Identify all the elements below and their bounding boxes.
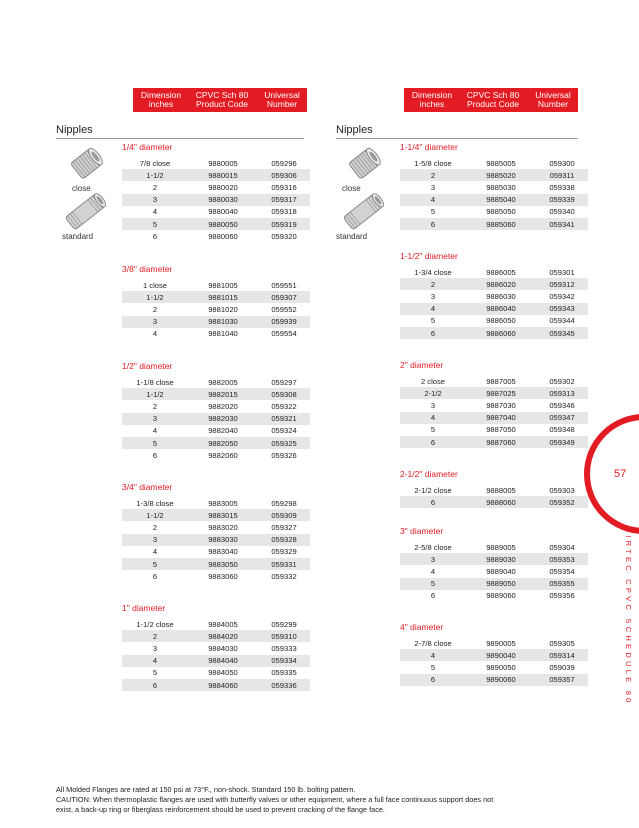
universal-number-cell: 059348 [549, 425, 575, 435]
product-code-cell: 9889060 [486, 591, 516, 601]
universal-number-cell: 059298 [271, 498, 297, 508]
product-code-cell: 9885050 [486, 207, 516, 217]
product-code-cell: 9886020 [486, 279, 516, 289]
table-row [400, 278, 588, 290]
product-code-cell: 9885005 [486, 158, 516, 168]
dimension-cell: 6 [430, 437, 436, 447]
right-column-header [404, 88, 578, 112]
dimension-cell: 3 [152, 643, 158, 653]
table-row [400, 218, 588, 230]
table-row [122, 679, 310, 691]
product-code-cell: 9890060 [486, 675, 516, 685]
product-table [400, 157, 588, 230]
table-row [400, 315, 588, 327]
dimension-cell: 5 [152, 559, 158, 569]
footer-line-2: CAUTION: When thermoplastic flanges are used with butterfly valves or other equipment, where a full face continuous support does not [56, 795, 494, 804]
standard-nipple-image [340, 192, 386, 232]
product-code-cell: 9882030 [208, 414, 238, 424]
dimension-cell: 6 [430, 328, 436, 338]
universal-number-cell: 059313 [549, 388, 575, 398]
table-row [400, 157, 588, 169]
dimension-cell: 6 [430, 497, 436, 507]
universal-number-cell: 059310 [271, 631, 297, 641]
section-rule-left [56, 138, 304, 139]
table-row [122, 413, 310, 425]
universal-number-cell: 059296 [271, 158, 297, 168]
universal-number-cell: 059327 [271, 522, 297, 532]
universal-number-cell: 059320 [271, 231, 297, 241]
dimension-cell: 3 [152, 535, 158, 545]
dimension-cell: 2 close [420, 376, 446, 386]
universal-number-header: Universal Number [535, 89, 571, 109]
product-code-cell: 9889040 [486, 566, 516, 576]
product-code-cell: 9881020 [208, 304, 238, 314]
universal-number-cell: 059342 [549, 291, 575, 301]
table-row [122, 328, 310, 340]
table-row [122, 449, 310, 461]
table-row [122, 521, 310, 533]
table-row [122, 425, 310, 437]
section-title-right: Nipples [336, 124, 373, 136]
product-code-cell: 9883020 [208, 522, 238, 532]
dimension-cell: 5 [430, 207, 436, 217]
universal-number-cell: 059316 [271, 182, 297, 192]
table-row [122, 630, 310, 642]
left-column-header [133, 88, 307, 112]
product-code-cell: 9882020 [208, 401, 238, 411]
product-code-cell: 9888005 [486, 485, 516, 495]
table-row [122, 316, 310, 328]
dimension-cell: 4 [430, 566, 436, 576]
dimension-cell: 2-7/8 close [414, 638, 452, 648]
standard-label: standard [336, 232, 368, 241]
product-table [400, 375, 588, 448]
page-tab-ring [584, 414, 639, 534]
universal-number-cell: 059317 [271, 195, 297, 205]
product-code-header: CPVC Sch 80 Product Code [195, 89, 249, 109]
table-row [400, 674, 588, 686]
dimension-cell: 6 [152, 571, 158, 581]
table-row [122, 218, 310, 230]
universal-number-cell: 059333 [271, 643, 297, 653]
dimension-cell: 5 [430, 425, 436, 435]
product-table [400, 266, 588, 339]
universal-number-cell: 059357 [549, 675, 575, 685]
dimension-cell: 2 [152, 304, 158, 314]
product-code-cell: 9883040 [208, 547, 238, 557]
product-code-cell: 9884020 [208, 631, 238, 641]
universal-number-cell: 059326 [271, 450, 297, 460]
product-code-cell: 9881030 [208, 317, 238, 327]
dimension-cell: 5 [152, 219, 158, 229]
product-table [122, 279, 310, 340]
table-row [122, 509, 310, 521]
dimension-cell: 2-5/8 close [414, 542, 452, 552]
dimension-cell: 1-1/2 [146, 292, 164, 302]
page-number: 57 [614, 468, 627, 480]
table-row [122, 230, 310, 242]
product-code-cell: 9882050 [208, 438, 238, 448]
dimension-cell: 3 [430, 554, 436, 564]
table-row [400, 169, 588, 181]
close-label: close [72, 184, 91, 193]
table-row [400, 496, 588, 508]
table-row [122, 181, 310, 193]
product-code-cell: 9889050 [486, 579, 516, 589]
dimension-cell: 4 [152, 207, 158, 217]
dimension-cell: 5 [430, 579, 436, 589]
diameter-heading: 3" diameter [400, 526, 444, 536]
product-code-cell: 9886030 [486, 291, 516, 301]
product-code-cell: 9880060 [208, 231, 238, 241]
dimension-cell: 2 [152, 631, 158, 641]
product-code-cell: 9886040 [486, 304, 516, 314]
dimension-cell: 1-1/2 [146, 389, 164, 399]
product-code-cell: 9883050 [208, 559, 238, 569]
table-row [400, 578, 588, 590]
table-row [400, 206, 588, 218]
table-row [400, 194, 588, 206]
product-code-cell: 9885040 [486, 195, 516, 205]
diameter-heading: 1/2" diameter [122, 361, 173, 371]
table-row [400, 290, 588, 302]
dimension-header: Dimension inches [140, 89, 182, 109]
universal-number-cell: 059297 [271, 377, 297, 387]
universal-number-cell: 059306 [271, 170, 297, 180]
universal-number-cell: 059332 [271, 571, 297, 581]
table-row [400, 327, 588, 339]
table-row [400, 375, 588, 387]
product-code-cell: 9880050 [208, 219, 238, 229]
table-row [122, 194, 310, 206]
universal-number-cell: 059939 [271, 317, 297, 327]
diameter-heading: 3/4" diameter [122, 482, 173, 492]
table-row [122, 437, 310, 449]
dimension-cell: 1-5/8 close [414, 158, 452, 168]
dimension-cell: 2-1/2 [424, 388, 442, 398]
table-row [122, 303, 310, 315]
table-row [400, 553, 588, 565]
product-code-cell: 9886050 [486, 316, 516, 326]
table-row [122, 400, 310, 412]
product-table [400, 541, 588, 602]
product-code-cell: 9881040 [208, 329, 238, 339]
table-row [122, 157, 310, 169]
product-code-cell: 9887030 [486, 400, 516, 410]
table-row [400, 590, 588, 602]
table-row [400, 424, 588, 436]
universal-number-cell: 059314 [549, 650, 575, 660]
universal-number-cell: 059309 [271, 510, 297, 520]
dimension-cell: 4 [152, 426, 158, 436]
dimension-cell: 4 [152, 329, 158, 339]
product-code-cell: 9890050 [486, 662, 516, 672]
dimension-cell: 3 [430, 182, 436, 192]
table-row [122, 279, 310, 291]
table-row [122, 169, 310, 181]
universal-number-cell: 059311 [549, 170, 575, 180]
dimension-cell: 6 [430, 675, 436, 685]
dimension-cell: 1 close [142, 280, 168, 290]
diameter-heading: 1-1/2" diameter [400, 251, 458, 261]
product-code-cell: 9887060 [486, 437, 516, 447]
product-code-cell: 9889030 [486, 554, 516, 564]
standard-label: standard [62, 232, 94, 241]
universal-number-cell: 059303 [549, 485, 575, 495]
table-row [400, 565, 588, 577]
universal-number-cell: 059325 [271, 438, 297, 448]
dimension-cell: 6 [430, 219, 436, 229]
dimension-cell: 4 [430, 650, 436, 660]
dimension-cell: 2-1/2 close [414, 485, 452, 495]
table-row [122, 546, 310, 558]
table-row [400, 399, 588, 411]
universal-number-cell: 059305 [549, 638, 575, 648]
product-code-cell: 9882015 [208, 389, 238, 399]
dimension-cell: 4 [430, 195, 436, 205]
dimension-cell: 3 [430, 400, 436, 410]
product-code-cell: 9884005 [208, 619, 238, 629]
universal-number-cell: 059308 [271, 389, 297, 399]
universal-number-cell: 059301 [549, 267, 575, 277]
universal-number-cell: 059329 [271, 547, 297, 557]
product-code-cell: 9880040 [208, 207, 238, 217]
dimension-cell: 2 [152, 182, 158, 192]
product-code-cell: 9884040 [208, 656, 238, 666]
table-row [400, 387, 588, 399]
universal-number-cell: 059324 [271, 426, 297, 436]
standard-nipple-image [62, 192, 108, 232]
table-row [400, 637, 588, 649]
table-row [122, 558, 310, 570]
dimension-cell: 6 [430, 591, 436, 601]
product-code-cell: 9880005 [208, 158, 238, 168]
universal-number-cell: 059039 [549, 662, 575, 672]
diameter-heading: 3/8" diameter [122, 264, 173, 274]
universal-number-cell: 059321 [271, 414, 297, 424]
universal-number-cell: 059356 [549, 591, 575, 601]
universal-number-cell: 059347 [549, 413, 575, 423]
product-code-cell: 9887025 [486, 388, 516, 398]
universal-number-cell: 059345 [549, 328, 575, 338]
dimension-cell: 5 [152, 668, 158, 678]
diameter-heading: 4" diameter [400, 622, 444, 632]
product-code-cell: 9887050 [486, 425, 516, 435]
universal-number-cell: 059340 [549, 207, 575, 217]
product-code-cell: 9882060 [208, 450, 238, 460]
dimension-cell: 6 [152, 231, 158, 241]
universal-number-cell: 059307 [271, 292, 297, 302]
universal-number-cell: 059318 [271, 207, 297, 217]
universal-number-cell: 059328 [271, 535, 297, 545]
product-code-cell: 9883030 [208, 535, 238, 545]
table-row [400, 541, 588, 553]
product-code-cell: 9889005 [486, 542, 516, 552]
table-row [400, 412, 588, 424]
product-code-cell: 9887040 [486, 413, 516, 423]
universal-number-cell: 059355 [549, 579, 575, 589]
product-code-cell: 9881015 [208, 292, 238, 302]
table-row [400, 266, 588, 278]
footer-notes [56, 785, 596, 815]
dimension-cell: 1-3/8 close [136, 498, 174, 508]
diameter-heading: 2" diameter [400, 360, 444, 370]
table-row [122, 655, 310, 667]
side-title: XIRTEC CPVC SCHEDULE 80 [624, 527, 633, 706]
universal-number-cell: 059338 [549, 182, 575, 192]
footer-line-3: exist, a back-up ring or fiberglass reinforcement should be used to prevent cracking of the flange face. [56, 805, 385, 814]
diameter-heading: 1" diameter [122, 603, 166, 613]
dimension-header: Dimension inches [411, 89, 453, 109]
universal-number-cell: 059551 [271, 280, 297, 290]
product-code-cell: 9884030 [208, 643, 238, 653]
product-code-cell: 9882040 [208, 426, 238, 436]
product-table [400, 637, 588, 686]
universal-number-cell: 059339 [549, 195, 575, 205]
universal-number-cell: 059341 [549, 219, 575, 229]
universal-number-cell: 059300 [549, 158, 575, 168]
dimension-cell: 3 [152, 414, 158, 424]
product-code-cell: 9882005 [208, 377, 238, 387]
product-code-cell: 9888060 [486, 497, 516, 507]
product-code-cell: 9883005 [208, 498, 238, 508]
diameter-heading: 2-1/2" diameter [400, 469, 458, 479]
footer-line-1: All Molded Flanges are rated at 150 psi at 73°F., non-shock. Standard 150 lb. bolting pattern. [56, 785, 356, 794]
product-code-cell: 9886005 [486, 267, 516, 277]
universal-number-cell: 059353 [549, 554, 575, 564]
universal-number-cell: 059354 [549, 566, 575, 576]
table-row [122, 534, 310, 546]
table-row [400, 661, 588, 673]
dimension-cell: 3 [152, 195, 158, 205]
universal-number-cell: 059352 [549, 497, 575, 507]
product-code-cell: 9884050 [208, 668, 238, 678]
universal-number-cell: 059335 [271, 668, 297, 678]
dimension-cell: 3 [430, 291, 436, 301]
dimension-cell: 4 [152, 547, 158, 557]
dimension-cell: 2 [430, 170, 436, 180]
table-row [122, 497, 310, 509]
universal-number-cell: 059552 [271, 304, 297, 314]
table-row [400, 649, 588, 661]
product-code-cell: 9885020 [486, 170, 516, 180]
table-row [122, 388, 310, 400]
table-row [400, 181, 588, 193]
product-code-cell: 9885060 [486, 219, 516, 229]
dimension-cell: 7/8 close [139, 158, 171, 168]
product-table [122, 618, 310, 691]
universal-number-cell: 059319 [271, 219, 297, 229]
table-row [122, 570, 310, 582]
universal-number-cell: 059304 [549, 542, 575, 552]
dimension-cell: 1-1/2 close [136, 619, 174, 629]
universal-number-cell: 059344 [549, 316, 575, 326]
table-row [400, 303, 588, 315]
universal-number-cell: 059299 [271, 619, 297, 629]
product-code-cell: 9880020 [208, 182, 238, 192]
dimension-cell: 2 [430, 279, 436, 289]
table-row [122, 642, 310, 654]
product-code-cell: 9887005 [486, 376, 516, 386]
dimension-cell: 1-1/2 [146, 510, 164, 520]
universal-number-cell: 059343 [549, 304, 575, 314]
product-code-cell: 9886060 [486, 328, 516, 338]
product-code-cell: 9880030 [208, 195, 238, 205]
product-code-cell: 9890005 [486, 638, 516, 648]
product-code-cell: 9890040 [486, 650, 516, 660]
dimension-cell: 1-1/2 [146, 170, 164, 180]
table-row [122, 206, 310, 218]
table-row [122, 667, 310, 679]
table-row [122, 291, 310, 303]
product-code-header: CPVC Sch 80 Product Code [466, 89, 520, 109]
dimension-cell: 3 [152, 317, 158, 327]
universal-number-cell: 059554 [271, 329, 297, 339]
universal-number-cell: 059322 [271, 401, 297, 411]
diameter-heading: 1-1/4" diameter [400, 142, 458, 152]
dimension-cell: 6 [152, 680, 158, 690]
table-row [400, 484, 588, 496]
close-label: close [342, 184, 361, 193]
product-code-cell: 9883015 [208, 510, 238, 520]
close-nipple-image [66, 145, 106, 183]
product-code-cell: 9885030 [486, 182, 516, 192]
universal-number-cell: 059302 [549, 376, 575, 386]
dimension-cell: 2 [152, 522, 158, 532]
product-code-cell: 9884060 [208, 680, 238, 690]
dimension-cell: 4 [430, 413, 436, 423]
product-code-cell: 9881005 [208, 280, 238, 290]
product-table [122, 157, 310, 242]
section-rule-right [336, 138, 578, 139]
dimension-cell: 2 [152, 401, 158, 411]
table-row [400, 436, 588, 448]
dimension-cell: 6 [152, 450, 158, 460]
dimension-cell: 5 [152, 438, 158, 448]
product-table [122, 497, 310, 582]
universal-number-cell: 059336 [271, 680, 297, 690]
dimension-cell: 1-3/4 close [414, 267, 452, 277]
universal-number-cell: 059334 [271, 656, 297, 666]
product-code-cell: 9883060 [208, 571, 238, 581]
universal-number-cell: 059331 [271, 559, 297, 569]
dimension-cell: 4 [430, 304, 436, 314]
table-row [122, 618, 310, 630]
product-table [400, 484, 588, 508]
universal-number-cell: 059349 [549, 437, 575, 447]
universal-number-cell: 059346 [549, 400, 575, 410]
dimension-cell: 5 [430, 662, 436, 672]
product-code-cell: 9880015 [208, 170, 238, 180]
table-row [122, 376, 310, 388]
dimension-cell: 5 [430, 316, 436, 326]
product-table [122, 376, 310, 461]
section-title-left: Nipples [56, 124, 93, 136]
universal-number-header: Universal Number [264, 89, 300, 109]
dimension-cell: 1-1/8 close [136, 377, 174, 387]
close-nipple-image [344, 145, 384, 183]
universal-number-cell: 059312 [549, 279, 575, 289]
dimension-cell: 4 [152, 656, 158, 666]
diameter-heading: 1/4" diameter [122, 142, 173, 152]
